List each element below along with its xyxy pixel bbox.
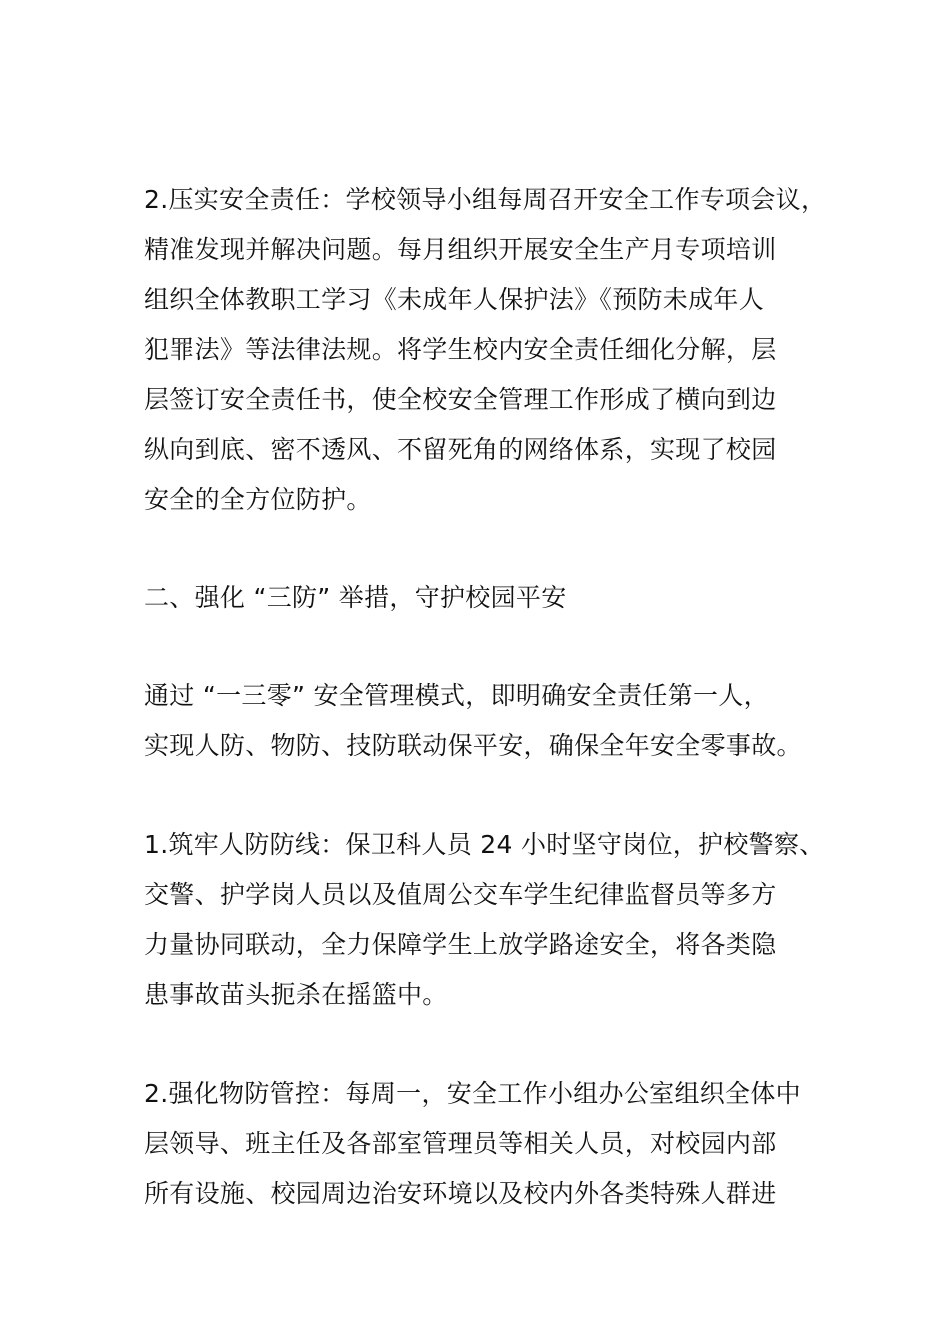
- text-line: 所有设施、校园周边治安环境以及校内外各类特殊人群进: [144, 1179, 777, 1208]
- text-line: 2.压实安全责任：学校领导小组每周召开安全工作专项会议，: [144, 185, 827, 214]
- text-line: 精准发现并解决问题。每月组织开展安全生产月专项培训: [144, 235, 777, 264]
- text-line: 交警、护学岗人员以及值周公交车学生纪律监督员等多方: [144, 880, 777, 909]
- text-line: 纵向到底、密不透风、不留死角的网络体系，实现了校园: [144, 435, 777, 464]
- text-line: 1.筑牢人防防线：保卫科人员 24 小时坚守岗位，护校警察、: [144, 830, 825, 859]
- text-line: 2.强化物防管控：每周一，安全工作小组办公室组织全体中: [144, 1079, 801, 1108]
- heading-line: 二、强化 “三防” 举措，守护校园平安: [144, 583, 567, 612]
- text-line: 组织全体教职工学习《未成年人保护法》《预防未成年人: [144, 285, 765, 314]
- text-line: 安全的全方位防护。: [144, 485, 372, 514]
- text-line: 层领导、班主任及各部室管理员等相关人员，对校园内部: [144, 1129, 777, 1158]
- text-line: 实现人防、物防、技防联动保平安，确保全年安全零事故。: [144, 731, 802, 760]
- text-line: 患事故苗头扼杀在摇篮中。: [144, 980, 448, 1009]
- text-line: 层签订安全责任书，使全校安全管理工作形成了横向到边: [144, 385, 777, 414]
- text-line: 犯罪法》等法律法规。将学生校内安全责任细化分解，层: [144, 335, 777, 364]
- text-line: 力量协同联动，全力保障学生上放学路途安全，将各类隐: [144, 930, 777, 959]
- text-line: 通过 “一三零” 安全管理模式，即明确安全责任第一人，: [144, 681, 769, 710]
